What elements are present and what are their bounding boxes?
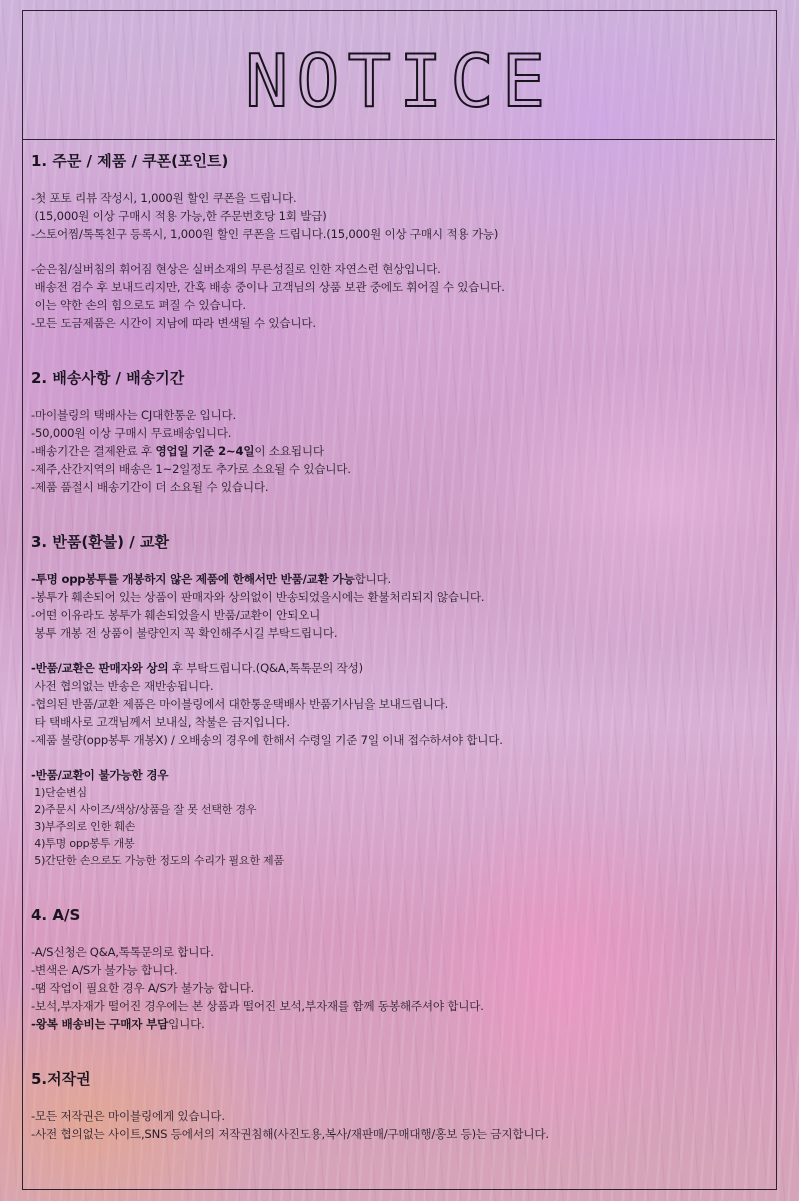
- notice-line: -50,000원 이상 구매시 무료배송입니다.: [31, 426, 232, 440]
- notice-line: -사전 협의없는 사이트,SNS 등에서의 저작권침해(사진도용,복사/재판매/구매대행/홍보 등)는 금지합니다.: [31, 1127, 549, 1141]
- notice-line: -순은침/실버침의 휘어짐 현상은 실버소재의 무른성질로 인한 자연스런 현상입니다.: [31, 262, 441, 276]
- notice-line: -투명 opp봉투를 개봉하지 않은 제품에 한해서만 반품/교환 가능합니다.: [31, 572, 391, 586]
- notice-line: (15,000원 이상 구매시 적용 가능,한 주문번호당 1회 발급): [31, 209, 327, 223]
- notice-content: [31, 151, 771, 1143]
- notice-line: -A/S신청은 Q&A,톡톡문의로 합니다.: [31, 945, 214, 959]
- notice-line: -배송기간은 결제완료 후 영업일 기준 2~4일이 소요됩니다: [31, 444, 324, 458]
- section-order: [31, 151, 771, 332]
- section-title: 5.저작권: [31, 1070, 91, 1088]
- notice-frame: [22, 10, 777, 1190]
- notice-line: -마이블링의 택배사는 CJ대한통운 입니다.: [31, 408, 237, 422]
- section-as: [31, 905, 771, 1033]
- notice-line: -모든 저작권은 마이블링에게 있습니다.: [31, 1109, 225, 1123]
- notice-line: -반품/교환이 불가능한 경우: [31, 768, 169, 782]
- section-title: 2. 배송사항 / 배송기간: [31, 369, 185, 387]
- notice-line: -변색은 A/S가 불가능 합니다.: [31, 963, 178, 977]
- section-copyright: [31, 1069, 771, 1143]
- notice-line: -모든 도금제품은 시간이 지남에 따라 변색될 수 있습니다.: [31, 316, 316, 330]
- notice-line: 타 택배사로 고객님께서 보내실, 착불은 금지입니다.: [31, 715, 290, 729]
- section-title: 3. 반품(환불) / 교환: [31, 533, 169, 551]
- shipping-period-highlight: 영업일 기준 2~4일: [155, 444, 255, 458]
- notice-line: 배송전 검수 후 보내드리지만, 간혹 배송 중이나 고객님의 상품 보관 중에도 휘어질 수 있습니다.: [31, 280, 505, 294]
- notice-line: -왕복 배송비는 구매자 부담입니다.: [31, 1017, 205, 1031]
- section-title: 1. 주문 / 제품 / 쿠폰(포인트): [31, 152, 229, 170]
- notice-line: -스토어찜/톡톡친구 등록시, 1,000원 할인 쿠폰을 드립니다.(15,000원 이상 구매시 적용 가능): [31, 227, 499, 241]
- notice-line: 봉투 개봉 전 상품이 불량인지 꼭 확인해주시길 부탁드립니다.: [31, 626, 338, 640]
- notice-line: -반품/교환은 판매자와 상의 후 부탁드립니다.(Q&A,톡톡문의 작성): [31, 661, 363, 675]
- notice-line: -제품 품절시 배송기간이 더 소요될 수 있습니다.: [31, 480, 269, 494]
- section-title: 4. A/S: [31, 906, 81, 924]
- list-item: 2)주문시 사이즈/색상/상품을 잘 못 선택한 경우: [31, 803, 257, 816]
- notice-line: -제품 불량(opp봉투 개봉X) / 오배송의 경우에 한해서 수령일 기준 7일 이내 접수하셔야 합니다.: [31, 733, 503, 747]
- notice-line: -보석,부자재가 떨어진 경우에는 본 상품과 떨어진 보석,부자재를 함께 동봉해주셔야 합니다.: [31, 999, 484, 1013]
- section-shipping: [31, 368, 771, 496]
- notice-line: 사전 협의없는 반송은 재반송됩니다.: [31, 679, 214, 693]
- section-returns: [31, 532, 771, 869]
- notice-title: [23, 11, 775, 139]
- notice-header: [23, 11, 775, 140]
- notice-line: -협의된 반품/교환 제품은 마이블링에서 대한통운택배사 반품기사님을 보내드립니다.: [31, 697, 449, 711]
- notice-line: -제주,산간지역의 배송은 1~2일정도 추가로 소요될 수 있습니다.: [31, 462, 351, 476]
- list-item: 3)부주의로 인한 훼손: [31, 820, 136, 833]
- notice-line: -어떤 이유라도 봉투가 훼손되었을시 반품/교환이 안되오니: [31, 608, 321, 622]
- notice-line: -봉투가 훼손되어 있는 상품이 판매자와 상의없이 반송되었을시에는 환불처리되지 않습니다.: [31, 590, 485, 604]
- notice-line: -땜 작업이 필요한 경우 A/S가 불가능 합니다.: [31, 981, 254, 995]
- list-item: 4)투명 opp봉투 개봉: [31, 837, 135, 850]
- notice-line: -첫 포토 리뷰 작성시, 1,000원 할인 쿠폰을 드립니다.: [31, 191, 297, 205]
- notice-title-text: NOTICE: [244, 39, 554, 123]
- notice-line: 이는 약한 손의 힘으로도 펴질 수 있습니다.: [31, 298, 246, 312]
- list-item: 5)간단한 손으로도 가능한 정도의 수리가 필요한 제품: [31, 854, 284, 867]
- list-item: 1)단순변심: [31, 786, 87, 799]
